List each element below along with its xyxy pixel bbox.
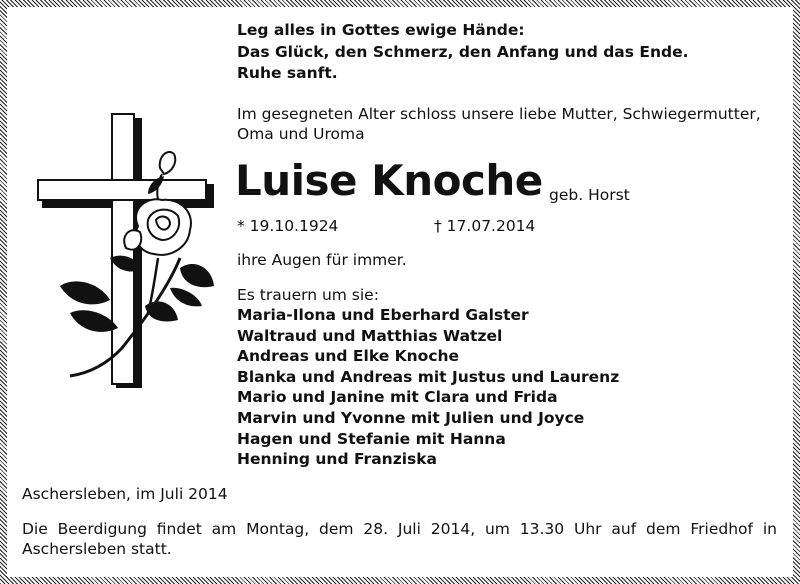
mourner-entry: Henning und Franziska: [237, 450, 438, 469]
mourner-entry: Maria-Ilona und Eberhard Galster: [237, 306, 529, 324]
mourner-entry: Marvin und Yvonne mit Julien und Joyce: [237, 408, 585, 427]
mourner-entry: Waltraud und Matthias Watzel: [237, 326, 503, 345]
verse-line: Leg alles in Gottes ewige Hände:: [237, 21, 525, 39]
mourner-entry: Blanka und Andreas mit Justus und Laurenz: [237, 367, 620, 386]
birth-date: * 19.10.1924: [237, 217, 339, 235]
mourners-list: [237, 305, 619, 470]
place-date: Aschersleben, im Juli 2014: [22, 485, 228, 503]
intro-line: Im gesegneten Alter schloss unsere liebe Mutter, Schwiegermutter,: [237, 105, 761, 123]
mourner-entry: Andreas und Elke Knoche: [237, 347, 460, 366]
death-date: † 17.07.2014: [434, 217, 536, 235]
intro-line: Oma und Uroma: [237, 125, 365, 143]
mourner-entry: Mario und Janine mit Clara und Frida: [237, 388, 558, 407]
closing-line: ihre Augen für immer.: [237, 251, 407, 269]
deceased-name: Luise Knoche: [235, 156, 543, 205]
mourners-intro: Es trauern um sie:: [237, 286, 379, 304]
verse: [237, 20, 689, 85]
birth-name: geb. Horst: [549, 186, 630, 204]
verse-line: Das Glück, den Schmerz, den Anfang und das Ende.: [237, 42, 689, 61]
funeral-notice: Die Beerdigung findet am Montag, dem 28. Juli 2014, um 13.30 Uhr auf dem Friedhof in Aschersleben statt.: [22, 520, 777, 558]
mourner-entry: Hagen und Stefanie mit Hanna: [237, 429, 506, 448]
intro-text: [237, 104, 761, 144]
cross-with-rose-icon: [30, 108, 220, 388]
verse-line: Ruhe sanft.: [237, 64, 338, 82]
